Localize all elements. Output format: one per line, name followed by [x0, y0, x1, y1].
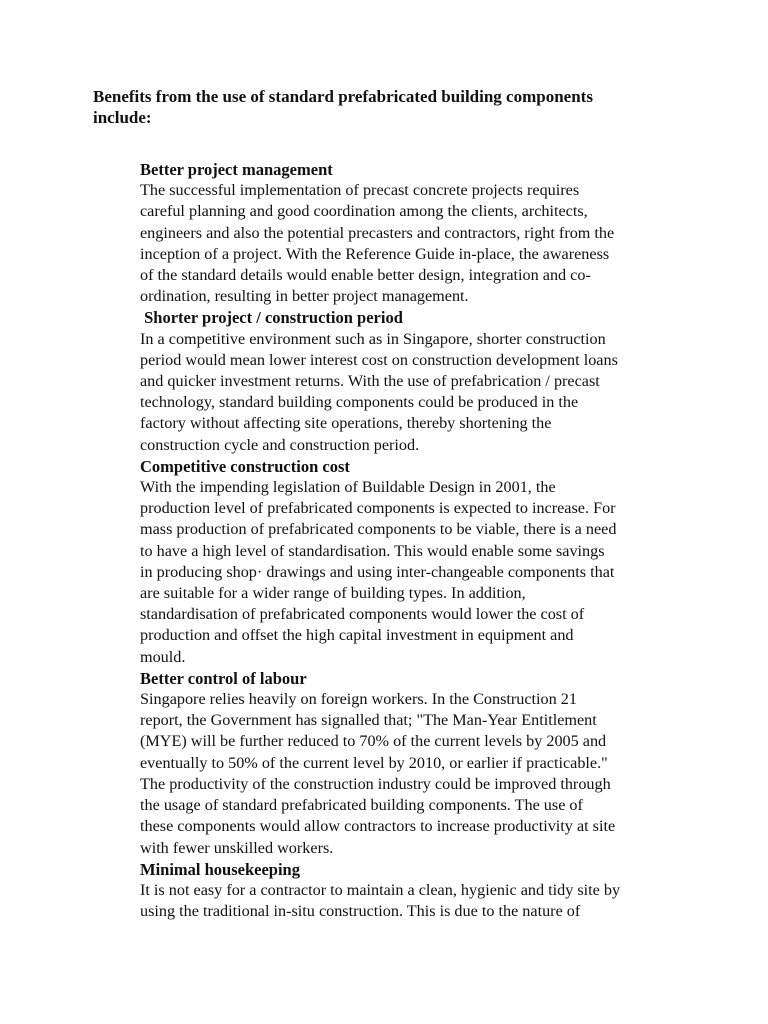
body-line: technology, standard building components could be produced in the: [140, 393, 579, 412]
section-title-text: Minimal housekeeping: [140, 859, 300, 879]
benefits-list: [140, 159, 680, 922]
section-title: [140, 456, 680, 477]
body-line: engineers and also the potential precasters and contractors, right from the: [140, 223, 615, 242]
body-line: It is not easy for a contractor to maintain a clean, hygienic and tidy site by: [140, 880, 621, 899]
section-construction-cost: [140, 456, 680, 668]
body-line: in producing shop· drawings and using inter-changeable components that: [140, 562, 615, 581]
body-line: ordination, resulting in better project management.: [140, 287, 469, 306]
section-title: [140, 307, 680, 328]
section-title-text: Better control of labour: [140, 668, 307, 688]
body-line: to have a high level of standardisation. This would enable some savings: [140, 541, 605, 560]
page-title: [93, 86, 673, 128]
body-line: using the traditional in-situ construction. This is due to the nature of: [140, 902, 581, 921]
section-body: [140, 329, 680, 456]
body-line: these components would allow contractors to increase productivity at site: [140, 817, 616, 836]
body-line: The productivity of the construction industry could be improved through: [140, 774, 611, 793]
body-line: mass production of prefabricated components to be viable, there is a need: [140, 520, 617, 539]
section-body: [140, 180, 680, 307]
body-line: With the impending legislation of Buildable Design in 2001, the: [140, 478, 556, 497]
section-housekeeping: [140, 859, 680, 923]
page-title-line: Benefits from the use of standard prefabricated building components: [93, 87, 593, 106]
section-body: [140, 477, 680, 668]
section-title-text: Competitive construction cost: [140, 456, 350, 476]
body-line: In a competitive environment such as in Singapore, shorter construction: [140, 329, 606, 348]
section-body: [140, 689, 680, 859]
body-line: construction cycle and construction period.: [140, 435, 420, 454]
body-line: are suitable for a wider range of building types. In addition,: [140, 584, 526, 603]
body-line: mould.: [140, 647, 186, 666]
body-line: the usage of standard prefabricated building components. The use of: [140, 796, 583, 815]
section-project-management: [140, 159, 680, 307]
page-title-line: include:: [93, 108, 152, 127]
body-line: eventually to 50% of the current level by 2010, or earlier if practicable.": [140, 753, 608, 772]
body-line: and quicker investment returns. With the use of prefabrication / precast: [140, 372, 600, 391]
body-line: careful planning and good coordination among the clients, architects,: [140, 202, 588, 221]
body-line: inception of a project. With the Reference Guide in-place, the awareness: [140, 244, 610, 263]
body-line: with fewer unskilled workers.: [140, 838, 334, 857]
body-line: report, the Government has signalled that; "The Man-Year Entitlement: [140, 711, 597, 730]
body-line: The successful implementation of precast concrete projects requires: [140, 181, 580, 200]
section-title-text: Better project management: [140, 160, 333, 179]
body-line: period would mean lower interest cost on construction development loans: [140, 350, 618, 369]
body-line: factory without affecting site operations, thereby shortening the: [140, 414, 552, 433]
body-line: of the standard details would enable better design, integration and co-: [140, 266, 591, 285]
section-title: [140, 159, 680, 180]
section-title: [140, 859, 680, 880]
body-line: standardisation of prefabricated components would lower the cost of: [140, 605, 585, 624]
body-line: Singapore relies heavily on foreign workers. In the Construction 21: [140, 690, 577, 709]
section-labour-control: [140, 668, 680, 859]
section-title: [140, 668, 680, 689]
body-line: production level of prefabricated components is expected to increase. For: [140, 499, 616, 518]
body-line: (MYE) will be further reduced to 70% of the current levels by 2005 and: [140, 732, 607, 751]
section-construction-period: [140, 307, 680, 455]
body-line: production and offset the high capital investment in equipment and: [140, 626, 574, 645]
section-title-text: Shorter project / construction period: [140, 308, 403, 328]
section-body: [140, 880, 680, 922]
